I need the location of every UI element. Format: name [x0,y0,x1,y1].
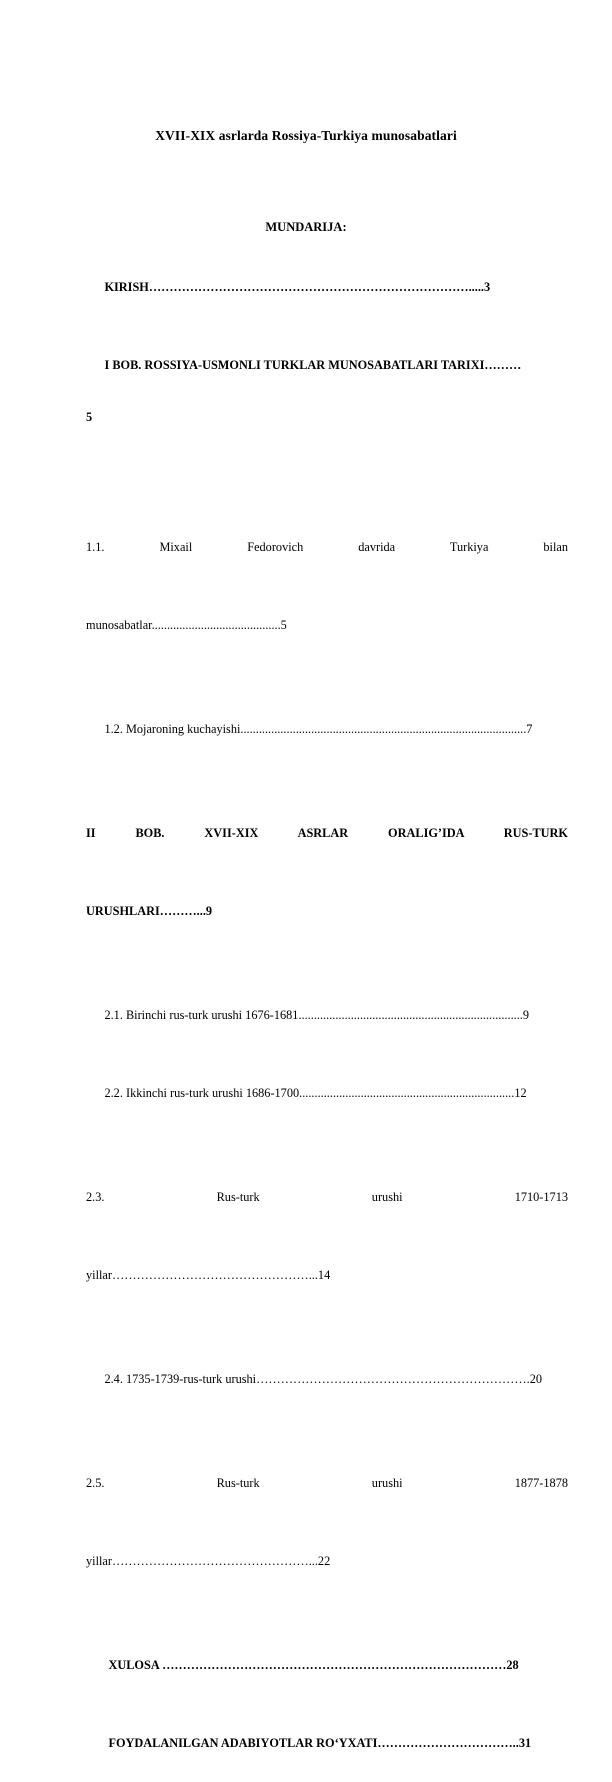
toc-entry-sec-2-4[interactable] [86,1340,568,1418]
table-of-contents [86,248,568,1782]
toc-entry-text: 2.1. Birinchi rus-turk urushi 1676-1681.........................................................................9 [104,1008,530,1022]
toc-entry-text: 2.5. Rus-turk urushi 1877-1878 [86,1476,568,1490]
toc-entry-sec-2-3[interactable] [86,1132,568,1340]
toc-entry-sec-2-1[interactable] [86,976,568,1054]
toc-entry-text: KIRISH…………………………………………………………………….....3 [104,280,491,294]
toc-entry-sec-2-5[interactable] [86,1418,568,1626]
toc-entry-text: 2.3. Rus-turk urushi 1710-1713 [86,1190,568,1204]
toc-entry-bob-2[interactable] [86,768,568,976]
table-of-contents-heading: MUNDARIJA: [265,220,347,234]
toc-entry-text: 2.2. Ikkinchi rus-turk urushi 1686-1700......................................................................12 [104,1086,527,1100]
toc-entry-sec-2-2[interactable] [86,1054,568,1132]
page-title: XVII-XIX asrlarda Rossiya-Turkiya munosabatlari [155,128,457,143]
toc-entry-leader: yillar…………………………………………...22 [86,1554,331,1568]
toc-entry-kirish[interactable] [86,248,568,326]
toc-entry-adabiyotlar[interactable] [90,1704,568,1782]
toc-entry-text: 1.2. Mojaroning kuchayishi.............................................................................................7 [104,722,533,736]
toc-entry-text: 1.1. Mixail Fedorovich davrida Turkiya bilan [86,540,568,554]
toc-entry-text: 2.4. 1735-1739-rus-turk urushi………………………………………………………….20 [104,1372,543,1386]
toc-entry-text: II BOB. XVII-XIX ASRLAR ORALIG’IDA RUS-TURK [86,826,568,840]
toc-entry-text: I BOB. ROSSIYA-USMONLI TURKLAR MUNOSABATLARI TARIXI……… [104,358,522,372]
toc-entry-xulosa[interactable] [90,1626,568,1704]
toc-entry-sec-1-1[interactable] [86,482,568,690]
toc-entry-page: 5 [86,410,93,424]
toc-entry-text: FOYDALANILGAN ADABIYOTLAR RO‘YXATI……………………………..31 [108,1736,532,1750]
toc-entry-bob-1[interactable] [86,326,568,482]
toc-entry-leader: yillar…………………………………………...14 [86,1268,331,1282]
toc-entry-text: XULOSA …………………………………………………………………………28 [108,1658,519,1672]
toc-entry-sec-1-2[interactable] [86,690,568,768]
toc-entry-leader: URUSHLARI………...9 [86,904,213,918]
toc-entry-leader: munosabatlar..........................................5 [86,618,287,632]
